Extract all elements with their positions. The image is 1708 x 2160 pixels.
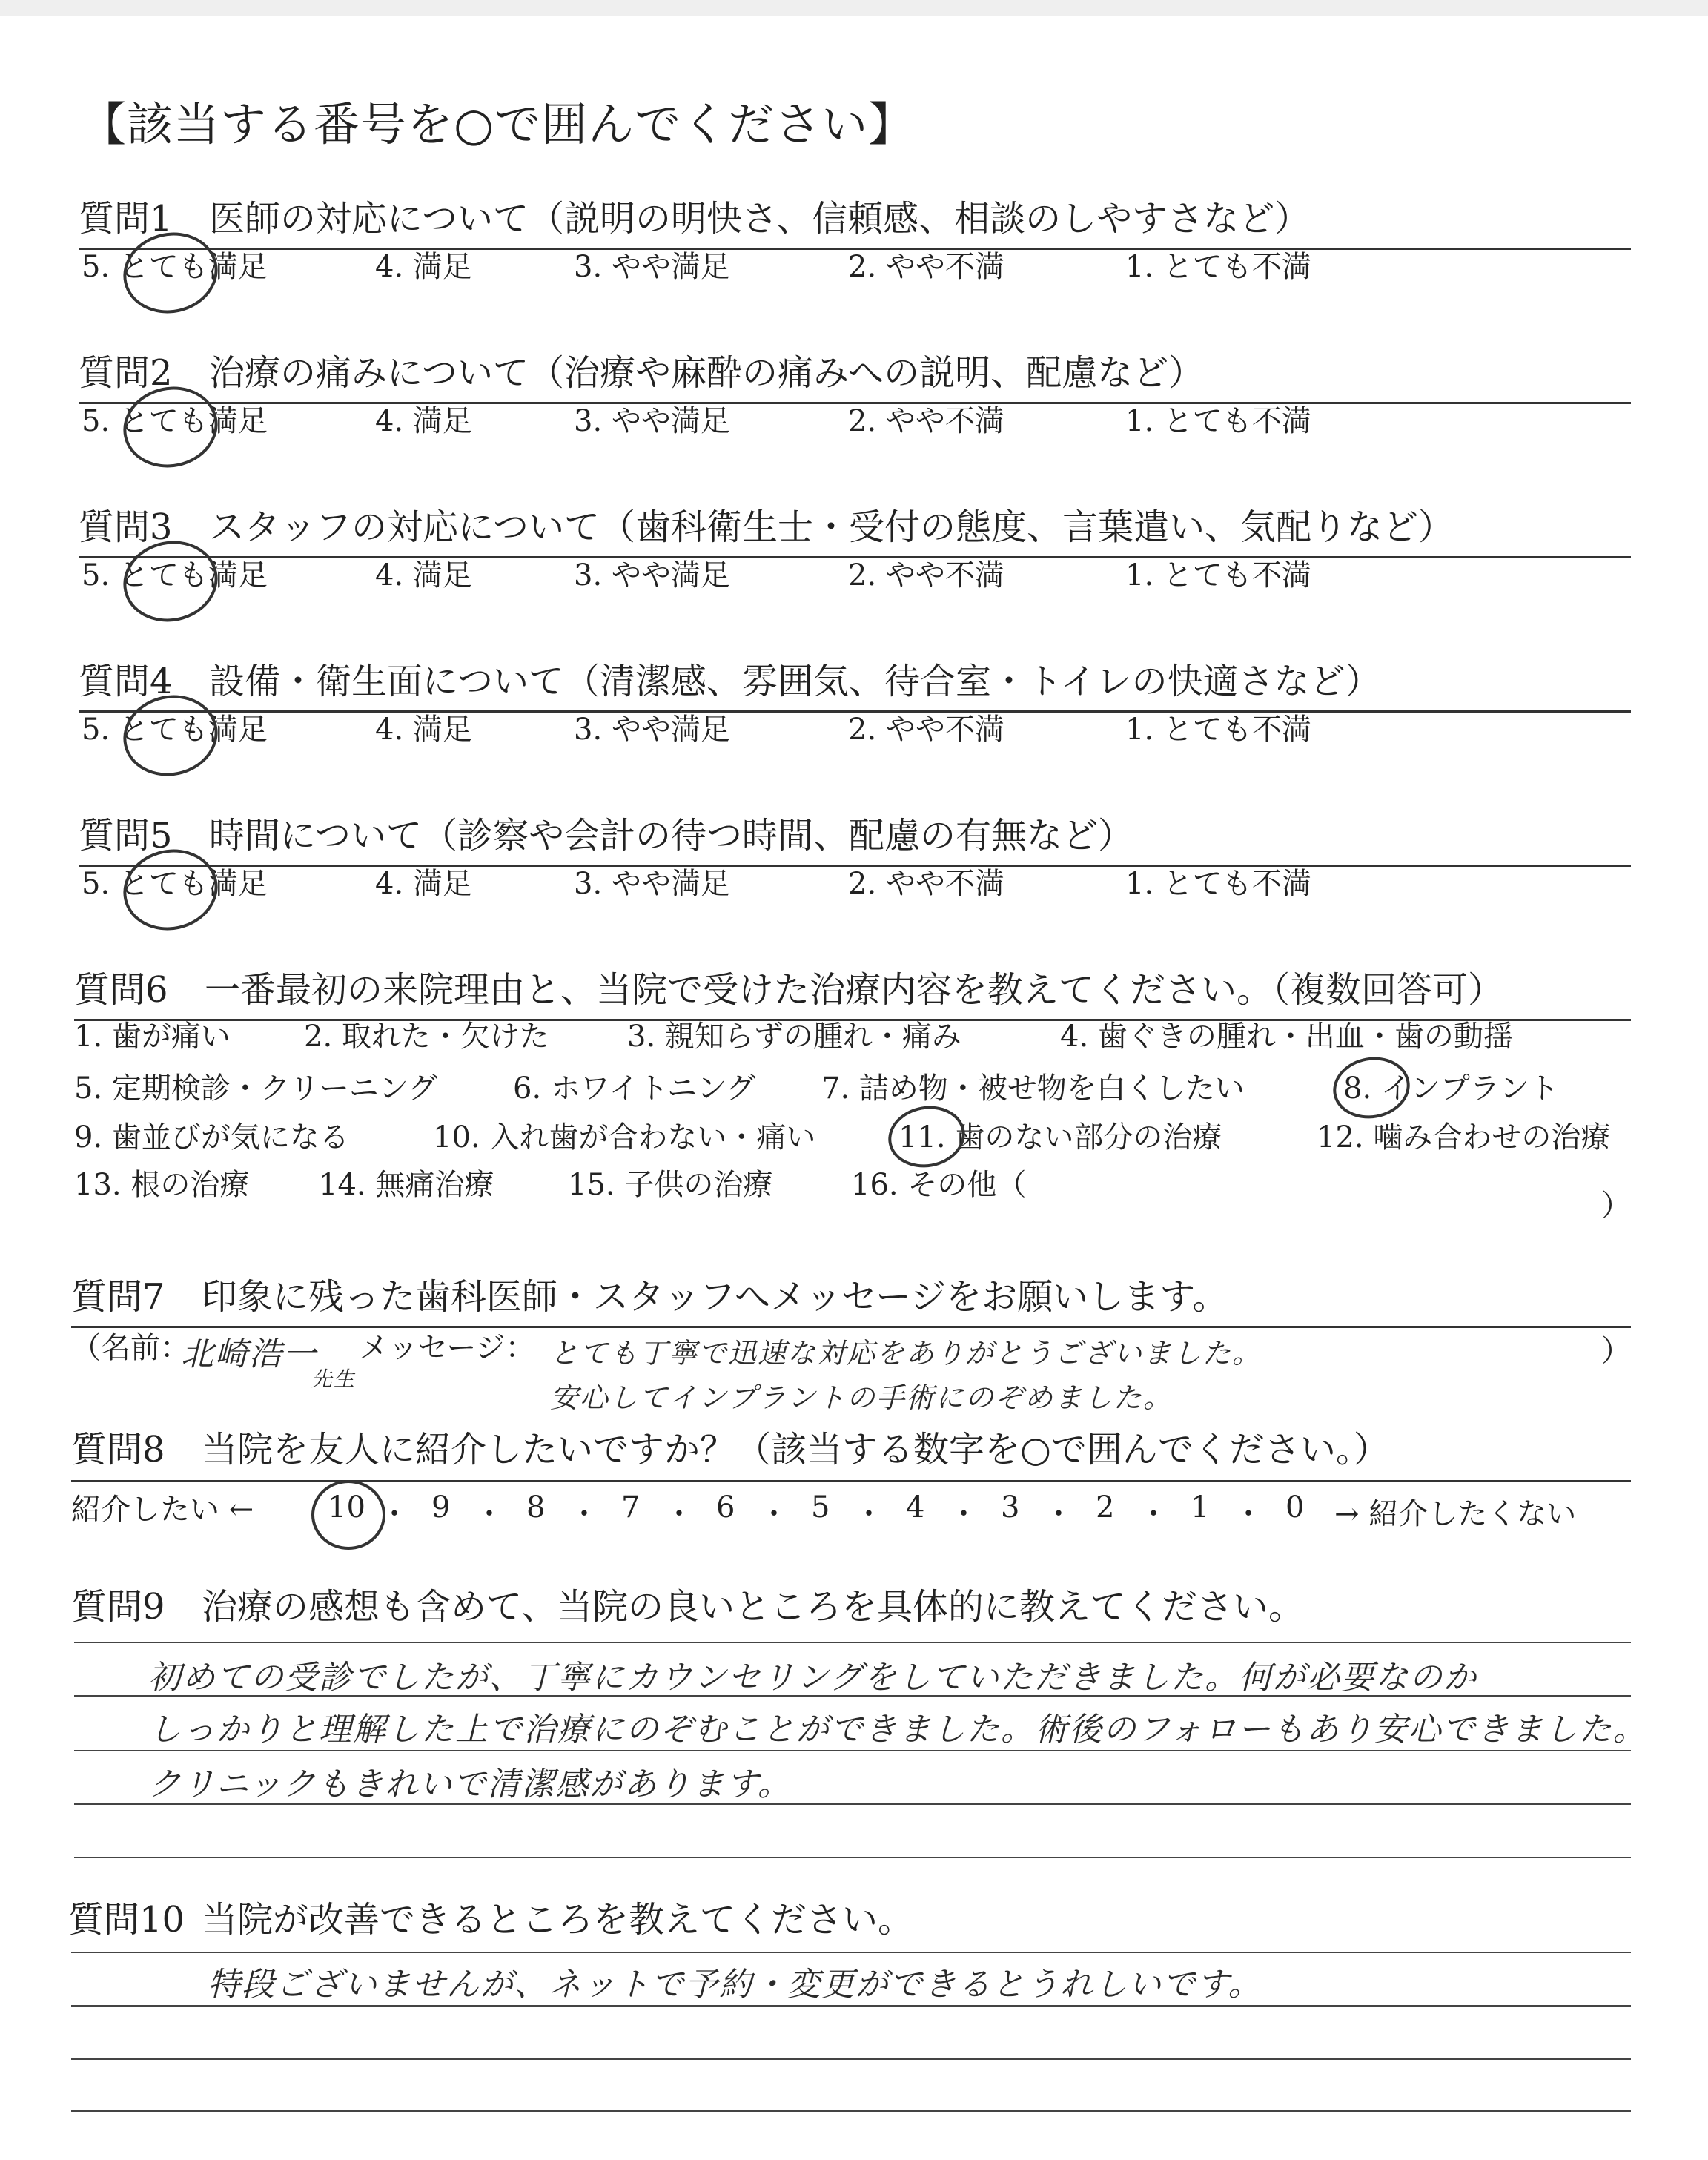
q3-option[interactable]: 3. やや満足 [574,558,730,592]
q9-line [74,1857,1631,1858]
q7-name-label: （名前： [71,1331,190,1365]
q8-scale-value[interactable]: 8 [526,1490,546,1525]
q8-scale-value[interactable]: 3 [1001,1490,1020,1525]
q6-option[interactable]: 1. 歯が痛い [74,1020,231,1054]
q8-right-label: → 紹介したくない [1334,1497,1577,1531]
q8-scale-value[interactable]: 6 [716,1490,735,1525]
q5-option[interactable]: 4. 満足 [375,867,472,901]
q5-option[interactable]: 5. とても満足 [82,867,268,901]
q6-option[interactable]: 6. ホワイトニング [513,1071,756,1106]
q8-left-label: 紹介したい ← [71,1493,254,1527]
scan-top-edge [0,0,1708,16]
q10-line [71,2058,1631,2060]
q6-option[interactable]: 14. 無痛治療 [319,1168,494,1202]
q1-option[interactable]: 2. やや不満 [848,250,1004,284]
q6-option[interactable]: 7. 詰め物・被せ物を白くしたい [821,1071,1245,1106]
q6-close-paren: ） [1601,1189,1631,1223]
q7-message-label: メッセージ： [359,1331,535,1365]
q8-separator: ・ [1139,1497,1168,1531]
q1-option[interactable]: 3. やや満足 [574,250,730,284]
q7-message-line2: 安心してインプラントの手術にのぞめました。 [550,1381,1174,1414]
q6-option[interactable]: 11. 歯のない部分の治療 [898,1120,1222,1155]
q4-option[interactable]: 1. とても不満 [1125,713,1311,747]
q3-option[interactable]: 5. とても満足 [82,558,268,592]
q10-line [71,2005,1631,2007]
q2-option[interactable]: 5. とても満足 [82,404,268,438]
q1-label: 質問1 [79,198,173,240]
q10-line [71,2110,1631,2112]
q1-option[interactable]: 1. とても不満 [1125,250,1311,284]
q1-option[interactable]: 5. とても満足 [82,250,268,284]
q3-option[interactable]: 2. やや不満 [848,558,1004,592]
q8-scale-value[interactable]: 0 [1285,1490,1305,1525]
q6-option[interactable]: 12. 噛み合わせの治療 [1317,1120,1611,1155]
q8-separator: ・ [474,1497,504,1531]
q9-line [74,1642,1631,1643]
q6-option[interactable]: 9. 歯並びが気になる [74,1120,349,1155]
q8-scale-value[interactable]: 1 [1191,1490,1210,1525]
q6-option[interactable]: 16. その他（ [851,1168,1027,1202]
q2-label: 質問2 [79,352,173,394]
q8-scale-value[interactable]: 2 [1096,1490,1115,1525]
q9-answer-line: しっかりと理解した上で治療にのぞむことができました。術後のフォローもあり安心できました。 [148,1711,1647,1748]
q9-text: 治療の感想も含めて、当院の良いところを具体的に教えてください。 [202,1586,1305,1628]
q8-label: 質問8 [71,1429,165,1470]
q6-option[interactable]: 2. 取れた・欠けた [304,1020,549,1054]
q8-scale-value[interactable]: 4 [906,1490,925,1525]
q1-text: 医師の対応について（説明の明快さ、信頼感、相談のしやすさなど） [209,198,1311,240]
q4-option[interactable]: 5. とても満足 [82,713,268,747]
q8-scale-value[interactable]: 7 [621,1490,640,1525]
q7-close-paren: ） [1601,1334,1631,1368]
q3-option[interactable]: 4. 満足 [375,558,472,592]
q4-option[interactable]: 4. 満足 [375,713,472,747]
q2-option[interactable]: 4. 満足 [375,404,472,438]
q3-option[interactable]: 1. とても不満 [1125,558,1311,592]
q2-option[interactable]: 2. やや不満 [848,404,1004,438]
q8-scale-value[interactable]: 9 [431,1490,451,1525]
q6-label: 質問6 [74,969,168,1011]
q8-separator: ・ [854,1497,884,1531]
q6-text: 一番最初の来院理由と、当院で受けた治療内容を教えてください。（複数回答可） [205,969,1504,1011]
q7-name-value: 北崎浩一 [181,1335,317,1373]
q4-text: 設備・衛生面について（清潔感、雰囲気、待合室・トイレの快適さなど） [209,661,1381,702]
q3-text: スタッフの対応について（歯科衛生士・受付の態度、言葉遣い、気配りなど） [209,506,1454,548]
q8-selection-circle [311,1480,385,1550]
q7-text: 印象に残った歯科医師・スタッフへメッセージをお願いします。 [202,1276,1228,1318]
q6-option[interactable]: 15. 子供の治療 [568,1168,773,1202]
q9-answer-line: クリニックもきれいで清潔感があります。 [148,1766,792,1803]
q9-label: 質問9 [71,1586,165,1628]
q9-answer-line: 初めての受診でしたが、丁寧にカウンセリングをしていただきました。何が必要なのか [148,1659,1478,1697]
q8-separator: ・ [1044,1497,1073,1531]
q1-option[interactable]: 4. 満足 [375,250,472,284]
q5-option[interactable]: 1. とても不満 [1125,867,1311,901]
q10-text: 当院が改善できるところを教えてください。 [202,1899,914,1941]
q5-text: 時間について（診察や会計の待つ時間、配慮の有無など） [209,815,1134,856]
q8-separator: ・ [380,1497,409,1531]
q10-answer-line: 特段ございませんが、ネットで予約・変更ができるとうれしいです。 [208,1966,1262,2004]
q6-option[interactable]: 3. 親知らずの腫れ・痛み [627,1020,961,1054]
q6-option[interactable]: 4. 歯ぐきの腫れ・出血・歯の動揺 [1060,1020,1513,1054]
q8-separator: ・ [664,1497,694,1531]
q9-line [74,1750,1631,1751]
q6-option[interactable]: 8. インプラント [1343,1071,1559,1106]
q7-message-line1: とても丁寧で迅速な対応をありがとうございました。 [550,1337,1262,1370]
q2-option[interactable]: 3. やや満足 [574,404,730,438]
q2-text: 治療の痛みについて（治療や麻酔の痛みへの説明、配慮など） [209,352,1205,394]
q8-separator: ・ [759,1497,789,1531]
q10-line [71,1952,1631,1953]
q6-option[interactable]: 5. 定期検診・クリーニング [74,1071,438,1106]
q8-separator: ・ [949,1497,979,1531]
q6-option[interactable]: 13. 根の治療 [74,1168,250,1202]
q7-name-suffix: 先生 [311,1367,357,1391]
q8-rule [71,1480,1631,1482]
form-heading: 【該当する番号を○で囲んでください】 [80,97,916,151]
q8-scale-value[interactable]: 5 [811,1490,830,1525]
q7-label: 質問7 [71,1276,165,1318]
q3-label: 質問3 [79,506,173,548]
q5-label: 質問5 [79,815,173,856]
q8-text: 当院を友人に紹介したいですか？（該当する数字を○で囲んでください。） [202,1429,1389,1470]
q4-option[interactable]: 2. やや不満 [848,713,1004,747]
q5-option[interactable]: 2. やや不満 [848,867,1004,901]
q4-option[interactable]: 3. やや満足 [574,713,730,747]
q8-separator: ・ [1234,1497,1263,1531]
q10-label: 質問10 [68,1899,185,1941]
q4-label: 質問4 [79,661,173,702]
q8-separator: ・ [569,1497,599,1531]
q5-option[interactable]: 3. やや満足 [574,867,730,901]
q6-option[interactable]: 10. 入れ歯が合わない・痛い [433,1120,816,1155]
q2-option[interactable]: 1. とても不満 [1125,404,1311,438]
q8-scale-value[interactable]: 10 [328,1490,365,1525]
